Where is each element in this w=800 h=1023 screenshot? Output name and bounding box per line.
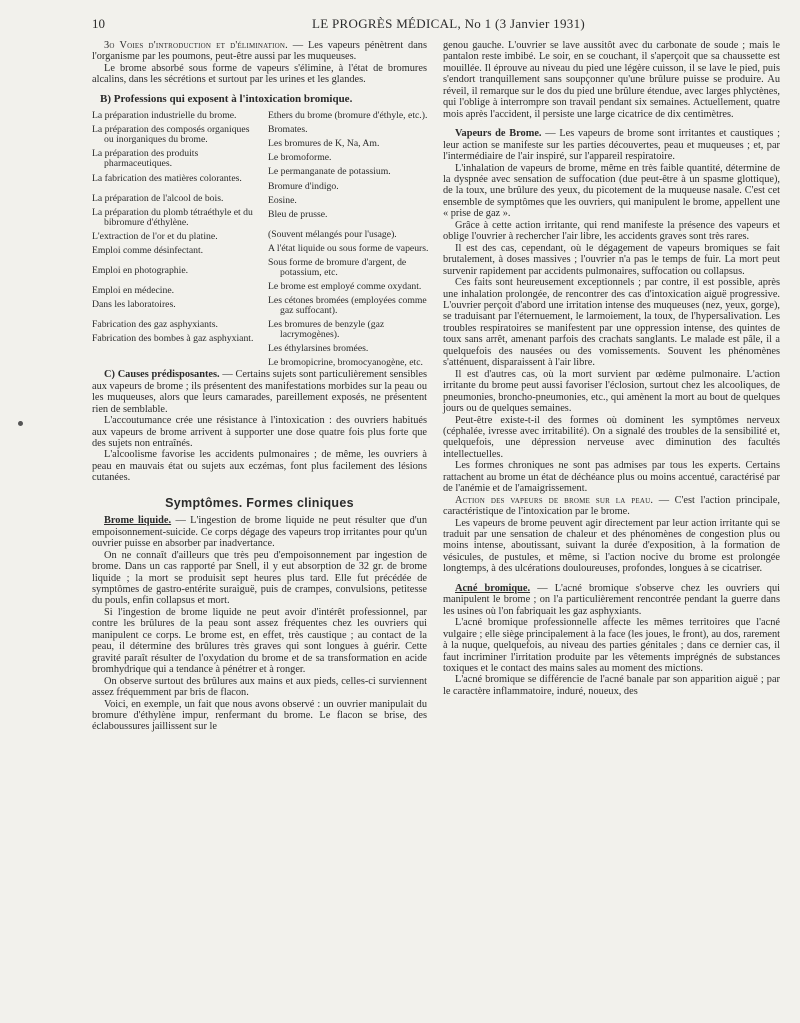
list-item: Sous forme de bromure d'argent, de potassium, etc. [268, 256, 407, 278]
right-column [443, 40, 780, 697]
list-item: Fabrication des gaz asphyxiants. [92, 318, 218, 330]
list-item: Emploi en médecine. [92, 284, 175, 296]
paragraph: Voici, en exemple, un fait que nous avons observé : un ouvrier manipulait du bromure d'éthylène impur, renfermant du brome. Le flacon se brise, des éclaboussures jaillissent sur le [92, 698, 427, 733]
paragraph: Ces faits sont heureusement exceptionnels ; par contre, il est possible, après une inhalation prolongée, de rencontrer des cas d'intoxication aiguë progressive. L'ouvrier perçoit d'abord une irritation intense des muqueuses (nez, yeux, gorge), se traduisant par l'éternuement, le larmoiement, la toux, de l'hypersalivation. Les troubles respiratoires se manifestent par une oppression intense, des quintes de toux sans arrêt, amenant parfois des crachats sanglants. Le malade est pâle, il a quelquefois des nausées ou des vomissements. Souvent les phénomènes s'atténuent, disparaissent à l'air libre. [443, 277, 780, 369]
paragraph [92, 369, 427, 415]
paragraph: Il est des cas, cependant, où le dégagement de vapeurs bromiques se fait brutalement, à doses massives ; l'ouvrier n'a pas le temps de fuir. La mort peut survenir rapidement par accidents pulmonaires, suffocation ou collapsus. [443, 242, 780, 277]
paragraph: L'alcoolisme favorise les accidents pulmonaires ; de même, les ouvriers à peau en mauvais état ou sujets aux eczémas, font plus facilement des lésions cutanées. [92, 449, 427, 484]
list-item: La préparation du plomb tétraéthyle et du bibromure d'éthylène. [92, 206, 253, 228]
page-number: 10 [92, 16, 105, 31]
paragraph [443, 128, 780, 162]
paragraph-text: — L'ingestion de brome liquide ne peut résulter que d'un empoisonnement-suicide. Ce corps dégage des vapeurs trop irritantes pour qu'un ouvrier puisse en absorber par inadvertance. [92, 515, 427, 550]
run-in-heading: Brome liquide. [104, 515, 172, 527]
list-item: La préparation des produits pharmaceutiques. [92, 148, 199, 170]
list-item: Eosine. [268, 194, 297, 206]
paragraph: L'inhalation de vapeurs de brome, même en très faible quantité, détermine de la dyspnée avec sensation de suffocation (due peut-être à un spasme glottique), de la toux, une brûlure des yeux, du picotement de la muqueuse nasale. C'est cet ensemble de symptômes que les ouvriers, qui manipulent le brome, appellent une « prise de gaz ». [443, 162, 780, 220]
paragraph: Grâce à cette action irritante, qui rend manifeste la présence des vapeurs et oblige l'ouvrier à rechercher l'air libre, les accidents graves sont très rares. [443, 219, 780, 243]
paragraph-text: — L'acné bromique s'observe chez les ouvriers qui manipulent le brome ; on l'a particulièrement rencontrée pendant la guerre dans les usines où l'on fabriquait les gaz asphyxiants. [443, 582, 780, 617]
list-item: Bleu de prusse. [268, 208, 328, 220]
paragraph: Si l'ingestion de brome liquide ne peut avoir d'intérêt professionnel, par contre les brûlures de la peau sont assez fréquentes chez les ouvriers qui manipulent ce corps. Le brome est, en effet, très caustique ; au contact de la peau, il détermine des brûlures très graves qui sont longues à guérir. Cette gravité paraît résulter de l'oxydation du brome et de sa transformation en acide bromhydrique qui a tendance à pénétrer et à ronger. [92, 606, 427, 676]
list-item: A l'état liquide ou sous forme de vapeurs. [268, 242, 429, 254]
paragraph-text: — C'est l'action principale, caractéristique de l'intoxication par le brome. [443, 494, 780, 518]
paragraph: On ne connaît d'ailleurs que très peu d'empoisonnement par ingestion de brome. Dans un cas rapporté par Snell, il y eut absorption de 32 gr. de brome liquide ; la mort se produisit sept heures plus tard. Elle fut précédée de symptômes de gastro-entérite suraiguë, puis de crampes, convulsions, petitesse du pouls, enfin collapsus et mort. [92, 549, 427, 607]
paragraph: On observe surtout des brûlures aux mains et aux pieds, celles-ci surviennent assez fréquemment par bris de flacon. [92, 675, 427, 699]
list-item: Bromure d'indigo. [268, 180, 339, 192]
paragraph [92, 40, 427, 63]
left-column [92, 40, 427, 733]
section-label: 3o Voies d'introduction et d'élimination. [104, 40, 288, 51]
paragraph-text: — Les vapeurs de brome sont irritantes et caustiques ; leur action se manifeste sur les parties découvertes, peau et muqueuses ; et, par l'intermédiaire de l'air inspiré, sur l'appareil respiratoire. [443, 128, 780, 163]
section-label: Action des vapeurs de brome sur la peau. [455, 494, 654, 506]
section-heading: B) Professions qui exposent à l'intoxication bromique. [100, 92, 353, 105]
list-item: Emploi comme désinfectant. [92, 244, 204, 256]
paragraph-text: — Les vapeurs pénètrent dans l'organisme par les poumons, peut-être aussi par les muqueuses. [92, 40, 427, 63]
run-in-heading: Acné bromique. [455, 582, 531, 594]
paragraph-text: — Certains sujets sont particulièrement sensibles aux vapeurs de brome ; ils présentent des manifestations morbides sur la peau ou les muqueuses, alors que leurs camarades, pareillement exposés, ne présentent rien de semblable. [92, 369, 427, 415]
list-item: Les bromures de benzyle (gaz lacrymogènes). [268, 318, 385, 341]
list-item: Ethers du brome (bromure d'éthyle, etc.). [268, 110, 428, 122]
paragraph: Le brome absorbé sous forme de vapeurs s'élimine, à l'état de bromures alcalins, dans les sécrétions et surtout par les urines et les glandes. [92, 62, 427, 86]
list-item: Emploi en photographie. [92, 264, 189, 276]
paragraph: L'acné bromique professionnelle affecte les mêmes territoires que l'acné vulgaire ; elle siège principalement à la face (les joues, le front), au dos, rarement à la nuque, quelquefois, au niveau des parties génitales ; dans ce dernier cas, il faut incriminer l'irritation produite par les vêtements imprégnés de substances toxiques et le contact des mains sales au moment des mictions. [443, 617, 780, 675]
list-item: Les bromures de K, Na, Am. [268, 138, 380, 150]
professions-column [92, 111, 254, 348]
list-item: La fabrication des matières colorantes. [92, 172, 242, 184]
list-item: Les cétones bromées (employées comme gaz suffocant). [268, 294, 427, 316]
list-item: Le bromopicrine, bromocyanogène, etc. [268, 357, 423, 369]
paragraph [92, 515, 427, 549]
list-item: Le brome est employé comme oxydant. [268, 280, 422, 292]
list-item: Le bromoforme. [268, 152, 332, 164]
substances-column [268, 111, 430, 372]
list-item: L'extraction de l'or et du platine. [92, 230, 218, 242]
run-in-heading: C) Causes prédisposantes. [104, 369, 220, 381]
list-item: Le permanganate de potassium. [268, 166, 391, 178]
paragraph: genou gauche. L'ouvrier se lave aussitôt avec du carbonate de soude ; mais le pantalon reste imbibé. Le soir, en se couchant, il s'aperçoit que sa chaussette est mouillée. Il éprouve au niveau du pied une légère cuisson, il se lave le pied, puis s'endort tranquillement sans soupçonner qu'une brûlure puisse se produire. Au réveil, il remarque sur le dos du pied une brûlure étendue, avec larges phlyctènes, qui l'oblige à interrompre son travail pendant six semaines. Actuellement, quatre mois après l'accident, il persiste une large cicatrice de dix centimètres. [443, 40, 781, 120]
paragraph: Les vapeurs de brome peuvent agir directement par leur action irritante qui se traduit par une sensation de chaleur et des phénomènes de congestion plus ou moins intense, aboutissant, suivant la durée d'exposition, à la formation de vésicules, de pustules, et même, si l'action nocive du brome est prolongée longtemps, à des ulcérations douloureuses, profondes, longues à se cicatriser. [443, 517, 780, 575]
paragraph: Les formes chroniques ne sont pas admises par tous les experts. Certains rattachent au brome un état de déchéance plus ou moins accentué, caractérisé par de l'anémie et de l'amaigrissement. [443, 460, 780, 495]
list-item: Dans les laboratoires. [92, 298, 176, 310]
list-item: Bromates. [268, 124, 308, 136]
paragraph: Peut-être existe-t-il des formes où dominent les symptômes nerveux (céphalée, ivresse avec irritabilité). On a signalé des troubles de la sensibilité et, quelquefois, une dépression nerveuse avec diminution des facultés intellectuelles. [443, 414, 780, 460]
list-item: La préparation des composés organiques ou inorganiques du brome. [92, 124, 250, 146]
paragraph: L'acné bromique se différencie de l'acné banale par son apparition aiguë ; par le caractère inflammatoire, induré, noueux, des [443, 674, 780, 697]
run-in-heading: Vapeurs de Brome. [455, 128, 542, 140]
list-item: Fabrication des bombes à gaz asphyxiant. [92, 332, 254, 344]
list-item: La préparation industrielle du brome. [92, 110, 237, 122]
list-item: La préparation de l'alcool de bois. [92, 192, 224, 204]
paragraph [443, 583, 780, 617]
section-title: Symptômes. Formes cliniques [165, 495, 354, 510]
professions-list [92, 111, 427, 369]
margin-dot [18, 421, 23, 426]
list-item: Les éthylarsines bromées. [268, 343, 369, 355]
running-header [92, 16, 778, 36]
list-item: (Souvent mélangés pour l'usage). [268, 228, 397, 240]
paragraph [443, 495, 780, 518]
paragraph: L'accoutumance crée une résistance à l'intoxication : des ouvriers habitués aux vapeurs de brome arrivent à supporter une dose quatre fois plus forte que des sujets non entraînés. [92, 415, 427, 449]
paragraph: Il est d'autres cas, où la mort survient par œdème pulmonaire. L'action irritante du brome peut aussi favoriser l'éclosion, surtout chez les alcooliques, de pneumonies, broncho-pneumonies, etc., qui amènent la mort au bout de quelques jours ou de quelques semaines. [443, 368, 780, 415]
journal-title: LE PROGRÈS MÉDICAL, No 1 (3 Janvier 1931) [312, 16, 586, 31]
